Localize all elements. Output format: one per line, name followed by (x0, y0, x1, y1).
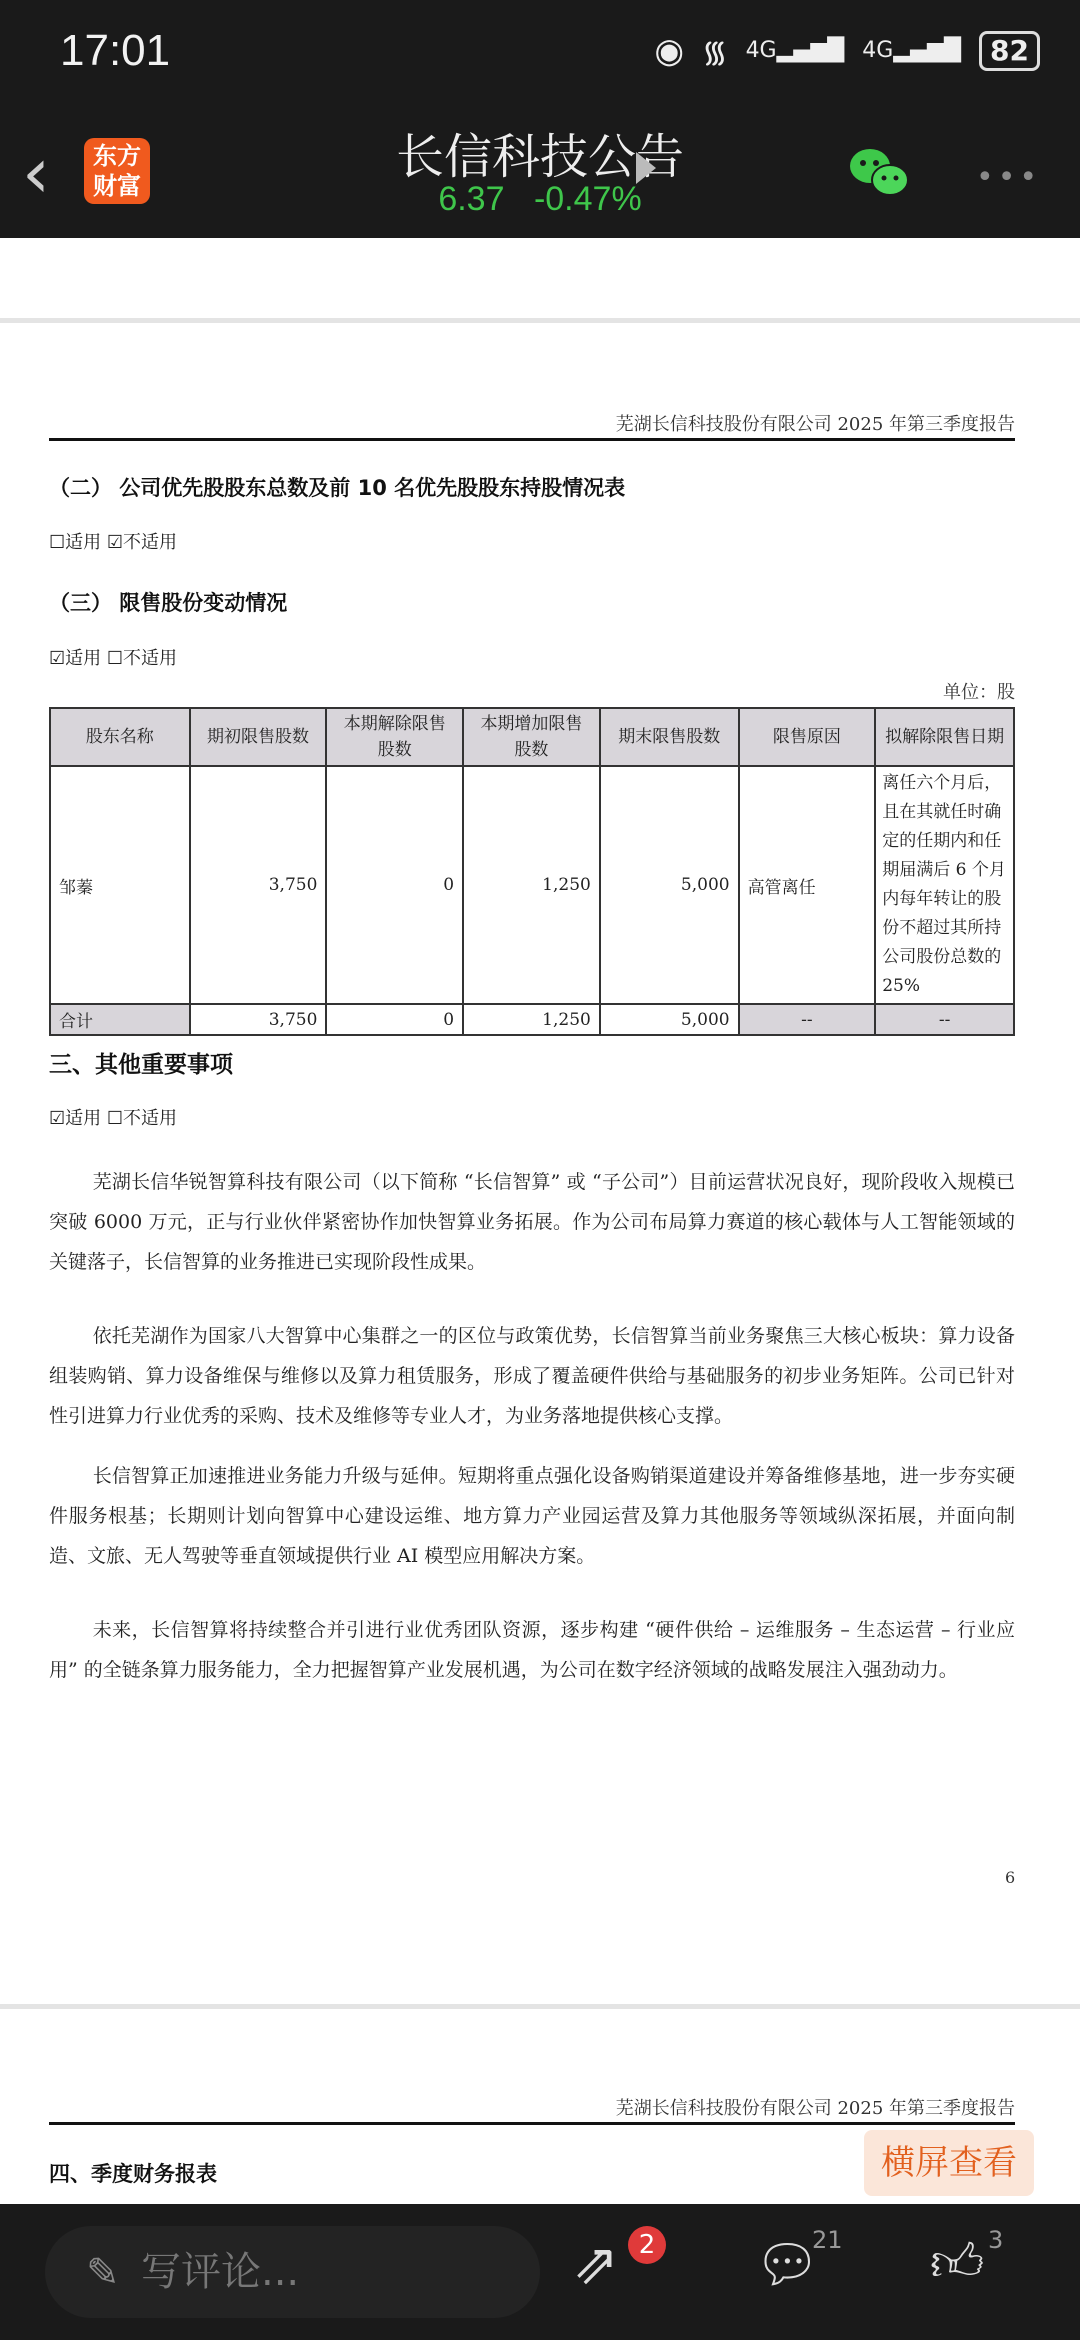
cell: 离任六个月后，且在其就任时确定的任期内和任期届满后 6 个月内每年转让的股份不超过其所持公司股份总数的 25% (875, 766, 1014, 1004)
wechat-share-icon[interactable] (848, 146, 910, 200)
stock-change: -0.47% (533, 180, 642, 218)
cell: 3,750 (190, 766, 327, 1004)
battery-icon: 82 (979, 31, 1040, 71)
comment-icon[interactable]: 💬︎ (754, 2235, 821, 2295)
cell: 合计 (50, 1004, 190, 1035)
logo-text: 财富 (93, 172, 141, 200)
status-icons (654, 30, 1040, 71)
header-rule (49, 438, 1015, 441)
page-number: 6 (1005, 1868, 1016, 1887)
applicability-check: ☑适用 ☐不适用 (49, 1108, 177, 1129)
share-badge: 2 (628, 2226, 666, 2264)
paragraph: 长信智算正加速推进业务能力升级与延伸。短期将重点强化设备购销渠道建设并筹备维修基地，进一步夯实硬件服务根基；长期则计划向智算中心建设运维、地方算力产业园运营及算力其他服务等领域纵深拓展，并面向制造、文旅、无人驾驶等垂直领域提供行业 AI 模型应用解决方案。 (49, 1465, 1015, 1567)
cell: 5,000 (600, 1004, 739, 1035)
cell: 5,000 (600, 766, 739, 1004)
cell: 高管离任 (739, 766, 876, 1004)
table-total-row (50, 1004, 1014, 1035)
table-header-row (50, 708, 1014, 766)
comment-count: 21 (812, 2226, 843, 2254)
cell: 0 (326, 766, 463, 1004)
share-icon[interactable]: ⇗ (572, 2232, 619, 2297)
section-heading: 三、其他重要事项 (49, 1052, 233, 1078)
status-time: 17:01 (60, 26, 171, 75)
signal-icon: 4G▂▄▆█ (745, 38, 845, 63)
section-heading: 四、季度财务报表 (49, 2162, 217, 2186)
cell: 1,250 (463, 1004, 600, 1035)
cell: 邹蓁 (50, 766, 190, 1004)
cell: -- (739, 1004, 876, 1035)
page-header: 芜湖长信科技股份有限公司 2025 年第三季度报告 (615, 2098, 1015, 2119)
like-count: 3 (988, 2226, 1004, 2254)
paragraph: 依托芜湖作为国家八大智算中心集群之一的区位与政策优势，长信智算当前业务聚焦三大核心板块：算力设备组装购销、算力设备维保与维修以及算力租赁服务，形成了覆盖硬件供给与基础服务的初步业务矩阵。公司已针对性引进算力行业优秀的采购、技术及维修等专业人才，为业务落地提供核心支撑。 (49, 1325, 1015, 1427)
back-button[interactable]: ‹ (22, 132, 50, 214)
pen-icon: ✎ (86, 2250, 120, 2296)
column-header: 本期增加限售股数 (463, 708, 600, 766)
header-rule (49, 2122, 1015, 2125)
paragraph: 芜湖长信华锐智算科技有限公司（以下简称 “长信智算” 或 “子公司”）目前运营状况良好，现阶段收入规模已突破 6000 万元，正与行业伙伴紧密协作加快智算业务拓展。作为公司布局算力赛道的核心载体与人工智能领域的关键落子，长信智算的业务推进已实现阶段性成果。 (49, 1171, 1015, 1273)
next-arrow-icon[interactable] (636, 152, 656, 184)
eye-icon: ◉ (654, 30, 685, 71)
page-separator (0, 2004, 1080, 2009)
table-row (50, 766, 1014, 1004)
unit-label: 单位：股 (943, 682, 1015, 703)
stock-quote[interactable] (0, 180, 1080, 219)
column-header: 拟解除限售日期 (875, 708, 1014, 766)
section-heading: （二） 公司优先股股东总数及前 10 名优先股股东持股情况表 (49, 476, 626, 500)
page-title: 长信科技公告 (395, 129, 684, 185)
page-header: 芜湖长信科技股份有限公司 2025 年第三季度报告 (615, 414, 1015, 435)
comment-input[interactable]: 写评论... (45, 2226, 540, 2318)
like-icon[interactable]: 👍︎ (930, 2233, 985, 2293)
network-type: 4G (745, 38, 777, 63)
wifi-icon: ᯾ (702, 35, 728, 70)
cell: 3,750 (190, 1004, 327, 1035)
column-header: 期初限售股数 (190, 708, 327, 766)
applicability-check: ☑适用 ☐不适用 (49, 648, 177, 669)
top-bar (0, 0, 1080, 238)
stock-price: 6.37 (438, 180, 505, 218)
column-header: 期末限售股数 (600, 708, 739, 766)
cell: -- (875, 1004, 1014, 1035)
column-header: 本期解除限售股数 (326, 708, 463, 766)
column-header: 股东名称 (50, 708, 190, 766)
landscape-view-button[interactable]: 横屏查看 (864, 2130, 1034, 2196)
page-separator (0, 318, 1080, 323)
more-icon[interactable]: ••• (976, 160, 1042, 195)
paragraph: 未来，长信智算将持续整合并引进行业优秀团队资源，逐步构建 “硬件供给 – 运维服务 – 生态运营 – 行业应用” 的全链条算力服务能力，全力把握智算产业发展机遇，为公司在数字经济领域的战略发展注入强劲动力。 (49, 1619, 1015, 1681)
restricted-shares-table (49, 707, 1015, 1036)
logo-text: 东方 (93, 142, 141, 170)
signal-icon: 4G▂▄▆█ (862, 38, 962, 63)
network-type: 4G (862, 38, 894, 63)
cell: 1,250 (463, 766, 600, 1004)
cell: 0 (326, 1004, 463, 1035)
applicability-check: ☐适用 ☑不适用 (49, 532, 177, 553)
column-header: 限售原因 (739, 708, 876, 766)
section-heading: （三） 限售股份变动情况 (49, 591, 288, 615)
